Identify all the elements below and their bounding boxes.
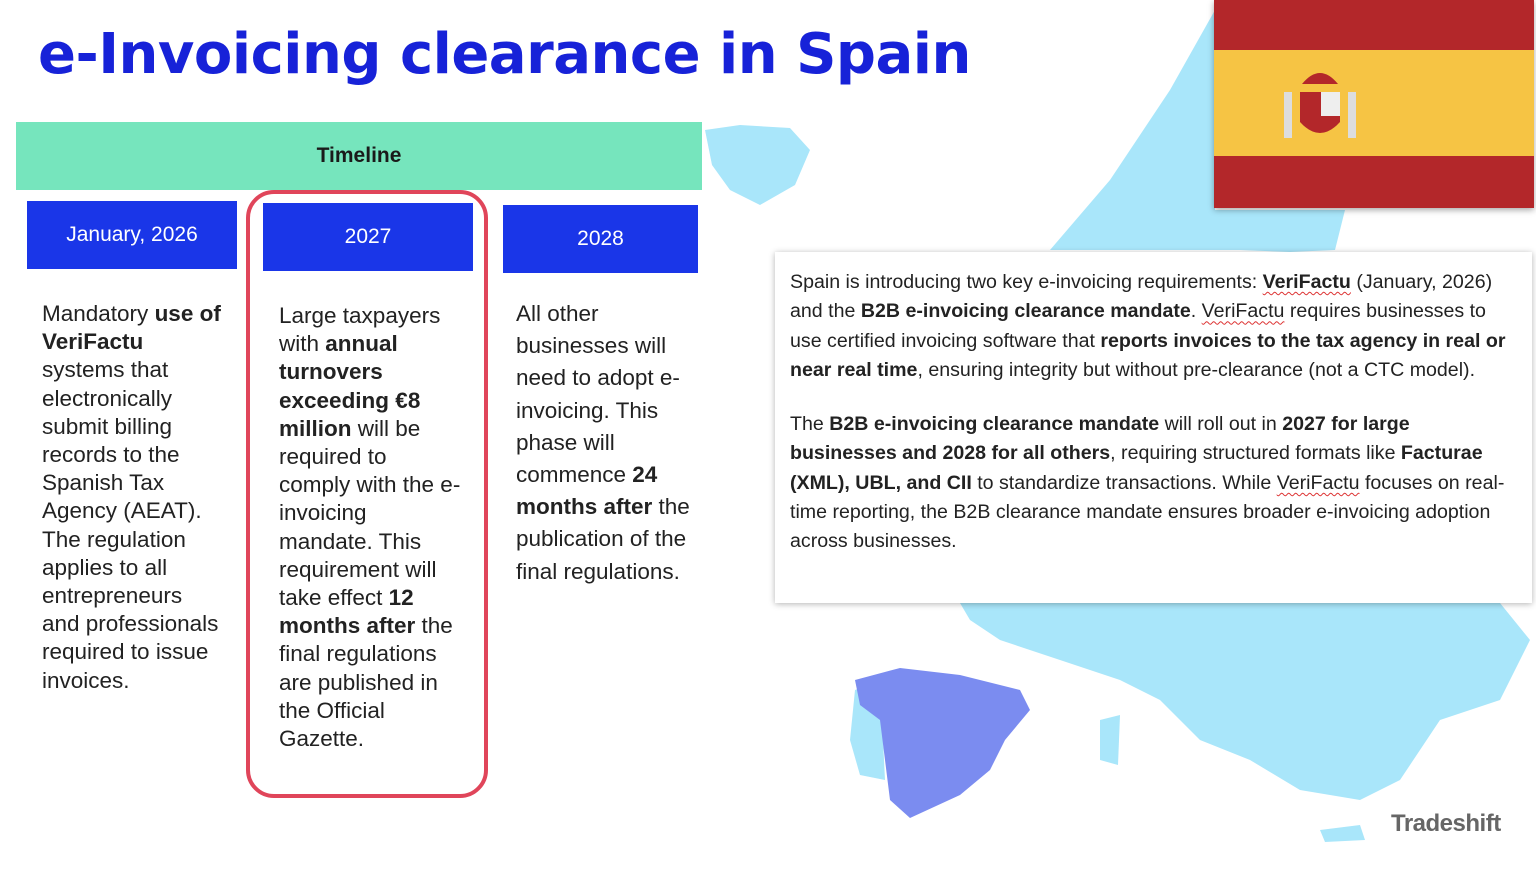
text-segment: the final regulations are published in the Official Gazette. [279, 613, 453, 752]
text-segment: VeriFactu [1276, 471, 1360, 494]
text-segment: requires businesses to use certified invoicing software that [790, 300, 1486, 352]
bold-text-segment: B2B e-invoicing clearance mandate [829, 413, 1160, 436]
text-segment: , ensuring integrity but without pre-clearance (not a CTC model). [917, 358, 1476, 381]
bold-text-segment: Facturae (XML), UBL, and CII [790, 442, 1483, 494]
crete-shape [1320, 825, 1365, 842]
summary-box [775, 252, 1532, 603]
summary-paragraph-2 [790, 410, 1517, 556]
column-text-2028 [516, 298, 691, 588]
text-segment: focuses on real-time reporting, the B2B clearance mandate ensures broader e-invoicing adoption across businesses. [790, 471, 1505, 553]
text-segment: will be required to comply with the e-invoicing mandate. This requirement will take effect [279, 415, 461, 611]
tradeshift-logo: Tradeshift [1391, 810, 1501, 837]
iceland-shape [705, 125, 810, 205]
text-segment: Mandatory [42, 301, 155, 326]
year-label-2028: 2028 [503, 205, 698, 273]
year-label-2026: January, 2026 [27, 201, 237, 269]
text-segment: , requiring structured formats like [1110, 442, 1401, 465]
text-segment: VeriFactu [1201, 300, 1285, 323]
bold-text-segment: VeriFactu [1262, 271, 1351, 293]
text-segment: systems that electronically submit billing records to the Spanish Tax Agency (AEAT). The regulation applies to all entrepreneurs and professionals required to issue invoices. [42, 357, 219, 693]
column-text-2027 [279, 302, 464, 753]
sardinia-shape [1100, 715, 1120, 765]
text-segment: . [1190, 300, 1202, 323]
text-segment: The [790, 413, 830, 436]
bold-text-segment: 12 months after [279, 585, 416, 639]
spain-flag-icon [1214, 0, 1534, 208]
europe-mainland-shape [960, 603, 1530, 800]
bold-text-segment: reports invoices to the tax agency in real or near real time [790, 329, 1506, 381]
text-segment: the publication of the final regulations. [516, 494, 690, 584]
page-title: e-Invoicing clearance in Spain [38, 22, 971, 87]
column-text-2026 [42, 300, 222, 695]
text-segment: Spain is introducing two key e-invoicing requirements: [790, 271, 1263, 293]
text-segment: Large taxpayers with [279, 303, 441, 357]
text-segment: will roll out in [1159, 413, 1283, 436]
bold-text-segment: annual turnovers exceeding €8 million [279, 331, 421, 441]
text-segment: to standardize transactions. While [971, 471, 1277, 494]
timeline-header: Timeline [16, 122, 702, 190]
summary-paragraph-1 [790, 268, 1517, 385]
text-segment: (January, 2026) and the [790, 271, 1493, 323]
bold-text-segment: 24 months after [516, 462, 658, 520]
bold-text-segment: 2027 for large businesses and 2028 for all others [790, 413, 1410, 465]
text-segment: All other businesses will need to adopt e-invoicing. This phase will commence [516, 301, 680, 488]
year-label-2027: 2027 [263, 203, 473, 271]
bold-text-segment: use of VeriFactu [42, 301, 221, 355]
bold-text-segment: B2B e-invoicing clearance mandate [860, 300, 1191, 323]
